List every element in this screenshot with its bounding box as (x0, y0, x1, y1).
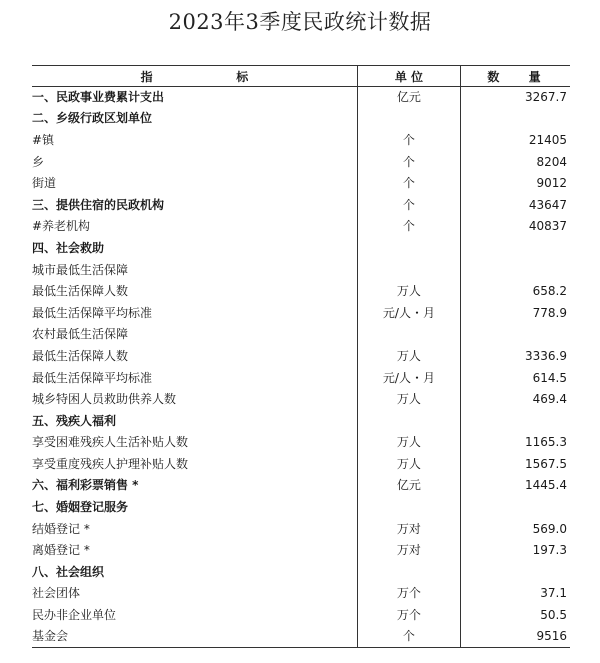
table-row (32, 605, 570, 627)
row-name: 民办非企业单位 (32, 608, 117, 623)
row-name: 社会团体 (32, 586, 81, 601)
row-unit (357, 108, 460, 130)
row-unit: 万个 (357, 605, 460, 627)
row-unit: 个 (357, 216, 460, 238)
row-unit (357, 238, 460, 260)
table-row (32, 475, 570, 497)
row-value: 21405 (528, 132, 567, 147)
row-unit (357, 562, 460, 584)
row-unit (357, 324, 460, 346)
table-row (32, 626, 570, 648)
row-unit: 万人 (357, 432, 460, 454)
row-unit: 个 (357, 626, 460, 648)
row-value: 1567.5 (525, 456, 567, 471)
row-unit: 亿元 (357, 475, 460, 497)
row-value (460, 259, 570, 281)
row-name: 最低生活保障平均标准 (32, 305, 153, 320)
row-value: 614.5 (532, 370, 567, 385)
row-value: 40837 (528, 219, 567, 234)
row-name: 街道 (32, 176, 57, 191)
row-value: 3336.9 (525, 348, 567, 363)
table-row (32, 281, 570, 303)
row-value (460, 238, 570, 260)
row-name: 最低生活保障人数 (32, 348, 129, 363)
row-value: 778.9 (532, 305, 567, 320)
statistics-table (32, 65, 570, 648)
row-value: 43647 (528, 197, 567, 212)
row-value: 3267.7 (525, 90, 567, 105)
row-unit: 万对 (357, 540, 460, 562)
row-unit: 亿元 (357, 87, 460, 109)
row-unit: 个 (357, 173, 460, 195)
row-name: 三、提供住宿的民政机构 (32, 197, 165, 212)
row-value: 1445.4 (525, 478, 567, 493)
row-name: 六、福利彩票销售 * (32, 478, 139, 493)
table-row (32, 216, 570, 238)
row-unit: 元/人・月 (357, 367, 460, 389)
row-value (460, 562, 570, 584)
row-unit (357, 259, 460, 281)
row-unit: 个 (357, 194, 460, 216)
row-name: 结婚登记 * (32, 521, 90, 536)
table-row (32, 87, 570, 109)
row-name: 城乡特困人员救助供养人数 (32, 392, 177, 407)
row-unit: 万对 (357, 518, 460, 540)
row-unit: 元/人・月 (357, 302, 460, 324)
row-value: 8204 (536, 154, 567, 169)
row-name: 最低生活保障平均标准 (32, 370, 153, 385)
row-value (460, 324, 570, 346)
row-name: 最低生活保障人数 (32, 284, 129, 299)
row-value: 658.2 (532, 284, 567, 299)
row-name: 七、婚姻登记服务 (32, 500, 129, 515)
row-name: 基金会 (32, 626, 357, 648)
table-row (32, 389, 570, 411)
row-name: 五、残疾人福利 (32, 413, 117, 428)
row-value: 9012 (536, 176, 567, 191)
page-title: 2023年3季度民政统计数据 (168, 10, 432, 34)
table-header-row (32, 66, 570, 87)
row-value: 50.5 (540, 608, 567, 623)
row-name: 八、社会组织 (32, 564, 105, 579)
table-row (32, 410, 570, 432)
header-indicator: 指 标 (32, 66, 357, 87)
row-unit: 个 (357, 151, 460, 173)
row-name: 四、社会救助 (32, 240, 105, 255)
table-row (32, 302, 570, 324)
row-value: 197.3 (532, 543, 567, 558)
row-unit: 万人 (357, 389, 460, 411)
header-value: 数 量 (460, 66, 570, 87)
row-unit: 万个 (357, 583, 460, 605)
row-value: 569.0 (532, 521, 567, 536)
table-row (32, 432, 570, 454)
table-row (32, 173, 570, 195)
row-unit: 个 (357, 130, 460, 152)
row-value (460, 497, 570, 519)
row-name: #养老机构 (32, 219, 91, 234)
table-row (32, 108, 570, 130)
row-name: #镇 (32, 132, 55, 147)
table-row (32, 324, 570, 346)
table-row (32, 583, 570, 605)
row-unit (357, 410, 460, 432)
table-row (32, 454, 570, 476)
table-row (32, 497, 570, 519)
row-name: 享受困难残疾人生活补贴人数 (32, 435, 189, 450)
row-value (460, 108, 570, 130)
row-name: 农村最低生活保障 (32, 327, 129, 342)
row-unit (357, 497, 460, 519)
table-row (32, 194, 570, 216)
row-name: 二、乡级行政区划单位 (32, 111, 153, 126)
row-value: 9516 (460, 626, 570, 648)
table-row (32, 130, 570, 152)
row-unit: 万人 (357, 281, 460, 303)
row-name: 乡 (32, 154, 45, 169)
row-value: 37.1 (540, 586, 567, 601)
table-row (32, 518, 570, 540)
header-unit: 单 位 (357, 66, 460, 87)
table-row (32, 540, 570, 562)
table-row (32, 346, 570, 368)
row-name: 一、民政事业费累计支出 (32, 90, 165, 105)
row-name: 享受重度残疾人护理补贴人数 (32, 456, 189, 471)
row-value: 1165.3 (525, 435, 567, 450)
row-value: 469.4 (532, 392, 567, 407)
table-row (32, 367, 570, 389)
row-unit: 万人 (357, 454, 460, 476)
table-row (32, 151, 570, 173)
row-name: 城市最低生活保障 (32, 262, 129, 277)
row-name: 离婚登记 * (32, 543, 90, 558)
table-row (32, 259, 570, 281)
table-row (32, 238, 570, 260)
row-value (460, 410, 570, 432)
table-row (32, 562, 570, 584)
row-unit: 万人 (357, 346, 460, 368)
